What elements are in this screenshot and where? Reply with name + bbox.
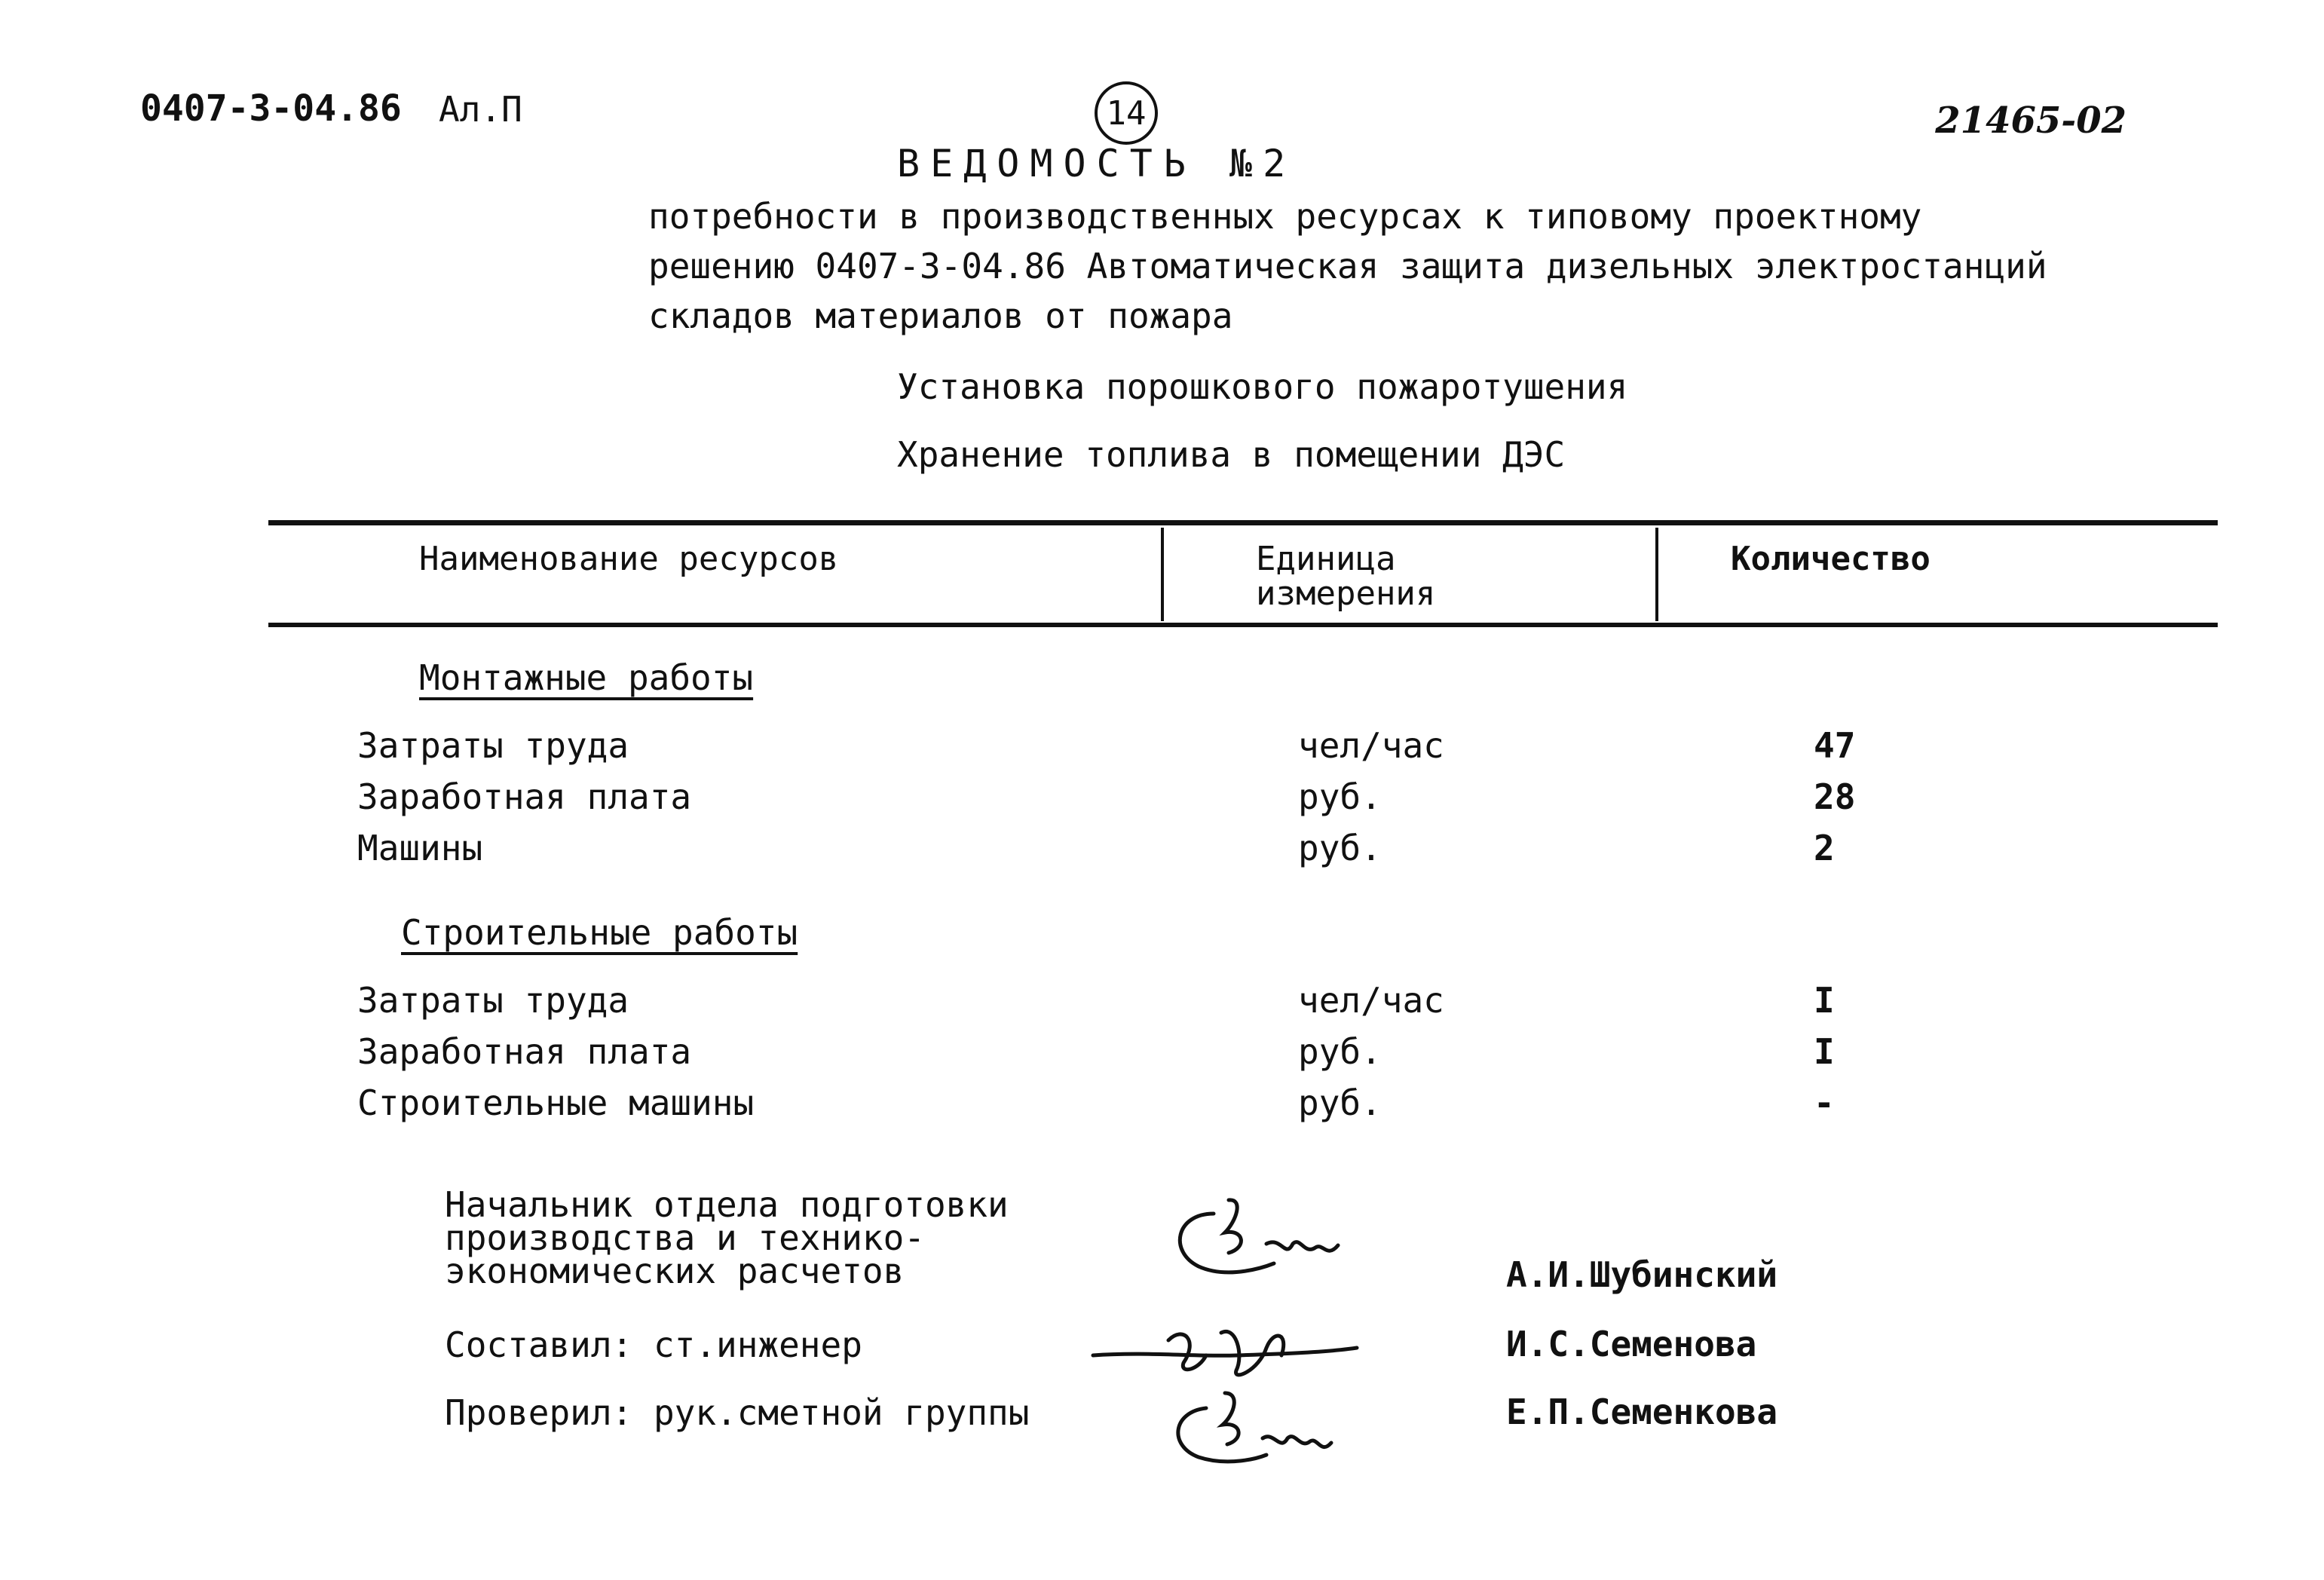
row-name: Заработная плата [357, 776, 692, 817]
signatory-name: Е.П.Семенкова [1506, 1392, 1778, 1432]
row-quantity: - [1814, 1082, 1835, 1123]
signature-role-line: производства и технико- [445, 1217, 925, 1258]
document-code: 0407-3-04.86 [140, 87, 402, 130]
subtitle-line-2: решению 0407-3-04.86 Автоматическая защита дизельных электростанций [648, 246, 2047, 286]
storage-title: Хранение топлива в помещении ДЭС [897, 434, 1566, 475]
page-number [1095, 81, 1158, 145]
header-unit-line-2: измерения [1256, 574, 1436, 613]
sheet-label: Ал.П [439, 89, 522, 130]
column-divider-2 [1655, 528, 1658, 621]
subtitle-line-3: складов материалов от пожара [648, 295, 1233, 336]
group-title-construction: Строительные работы [401, 912, 798, 953]
document-title: ВЕДОМОСТЬ №2 [897, 142, 1297, 185]
signatory-name: И.С.Семенова [1506, 1324, 1757, 1364]
page-number-text: 14 [1106, 93, 1147, 133]
row-unit: руб. [1298, 776, 1382, 817]
row-unit: руб. [1298, 828, 1382, 868]
group-title-installation: Монтажные работы [419, 657, 754, 698]
handwritten-signature [1085, 1310, 1364, 1393]
subtitle-line-1: потребности в производственных ресурсах к типовому проектному [648, 196, 1922, 237]
row-quantity: 2 [1814, 828, 1835, 868]
signature-role-line: экономических расчетов [445, 1251, 905, 1291]
column-divider-1 [1161, 528, 1164, 621]
row-name: Затраты труда [357, 980, 629, 1021]
inventory-number: 21465-02 [1935, 100, 2127, 142]
signatory-name: А.И.Шубинский [1506, 1254, 1778, 1295]
row-quantity: 28 [1814, 776, 1856, 817]
signature-role-line: Составил: ст.инженер [445, 1324, 862, 1365]
row-quantity: I [1814, 980, 1835, 1021]
signature-role-line: Начальник отдела подготовки [445, 1184, 1009, 1225]
row-unit: руб. [1298, 1082, 1382, 1123]
installation-title: Установка порошкового пожаротушения [897, 366, 1628, 407]
table-header-rule [268, 623, 2218, 627]
row-unit: чел/час [1298, 725, 1444, 766]
row-name: Машины [357, 828, 483, 868]
table-top-rule [268, 520, 2218, 525]
row-name: Заработная плата [357, 1031, 692, 1072]
row-quantity: 47 [1814, 725, 1856, 766]
header-unit-line-1: Единица [1256, 540, 1396, 578]
header-quantity: Количество [1731, 540, 1931, 578]
row-quantity: I [1814, 1031, 1835, 1072]
signature-role-line: Проверил: рук.сметной группы [445, 1392, 1030, 1433]
row-name: Строительные машины [357, 1082, 755, 1123]
row-unit: чел/час [1298, 980, 1444, 1021]
handwritten-signature [1153, 1191, 1364, 1289]
row-unit: руб. [1298, 1031, 1382, 1072]
row-name: Затраты труда [357, 725, 629, 766]
header-resource-name: Наименование ресурсов [419, 540, 839, 578]
handwritten-signature [1153, 1386, 1349, 1476]
